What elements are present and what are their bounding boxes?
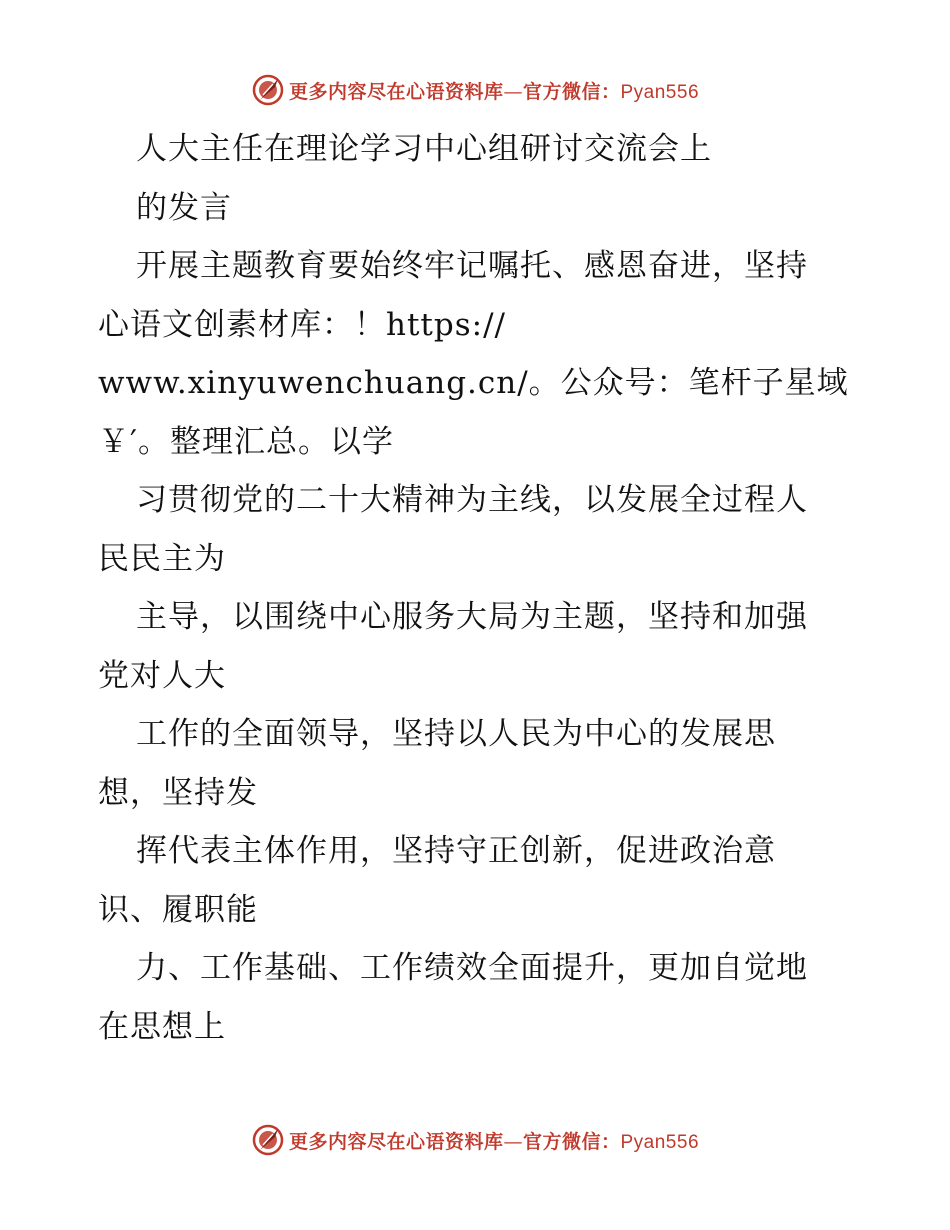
- footer-banner-text: [289, 1127, 699, 1154]
- quill-seal-icon: [251, 73, 285, 107]
- header-banner-wechat: 官方微信：: [522, 80, 621, 103]
- header-banner-text: [289, 77, 699, 104]
- header-banner-title: 更多内容尽在心语资料库: [288, 80, 504, 103]
- footer-banner: [0, 1120, 950, 1160]
- document-body: [98, 120, 858, 1056]
- document-line: 力、工作基础、工作绩效全面提升，更加自觉地: [136, 950, 808, 986]
- document-line: 心语文创素材库：！https://: [98, 306, 506, 343]
- document-line: 主导，以围绕中心服务大局为主题，坚持和加强: [136, 599, 808, 635]
- document-line: 的发言: [136, 189, 232, 226]
- document-line: 挥代表主体作用，坚持守正创新，促进政治意: [136, 833, 776, 869]
- header-banner-id: Pyan556: [620, 81, 700, 103]
- document-line: ￥′。整理汇总。以学: [98, 423, 395, 460]
- document-line: 习贯彻党的二十大精神为主线，以发展全过程人: [136, 482, 808, 518]
- document-line: 人大主任在理论学习中心组研讨交流会上: [136, 131, 712, 167]
- footer-banner-title: 更多内容尽在心语资料库: [288, 1130, 504, 1153]
- document-line: 党对人大: [98, 657, 226, 694]
- quill-seal-icon: [251, 1123, 285, 1157]
- document-line: 想，坚持发: [98, 774, 258, 811]
- footer-banner-id: Pyan556: [620, 1131, 700, 1153]
- document-line: 识、履职能: [98, 891, 258, 928]
- document-line: 民民主为: [98, 540, 226, 577]
- document-line: www.xinyuwenchuang.cn/。公众号：笔杆子星域: [98, 365, 849, 401]
- header-banner-sep: —: [503, 80, 523, 103]
- document-line: 在思想上: [98, 1008, 226, 1045]
- document-line: 开展主题教育要始终牢记嘱托、感恩奋进，坚持: [136, 248, 808, 284]
- footer-banner-wechat: 官方微信：: [522, 1130, 621, 1153]
- header-banner: [0, 70, 950, 110]
- document-line: 工作的全面领导，坚持以人民为中心的发展思: [136, 716, 776, 752]
- footer-banner-sep: —: [503, 1130, 523, 1153]
